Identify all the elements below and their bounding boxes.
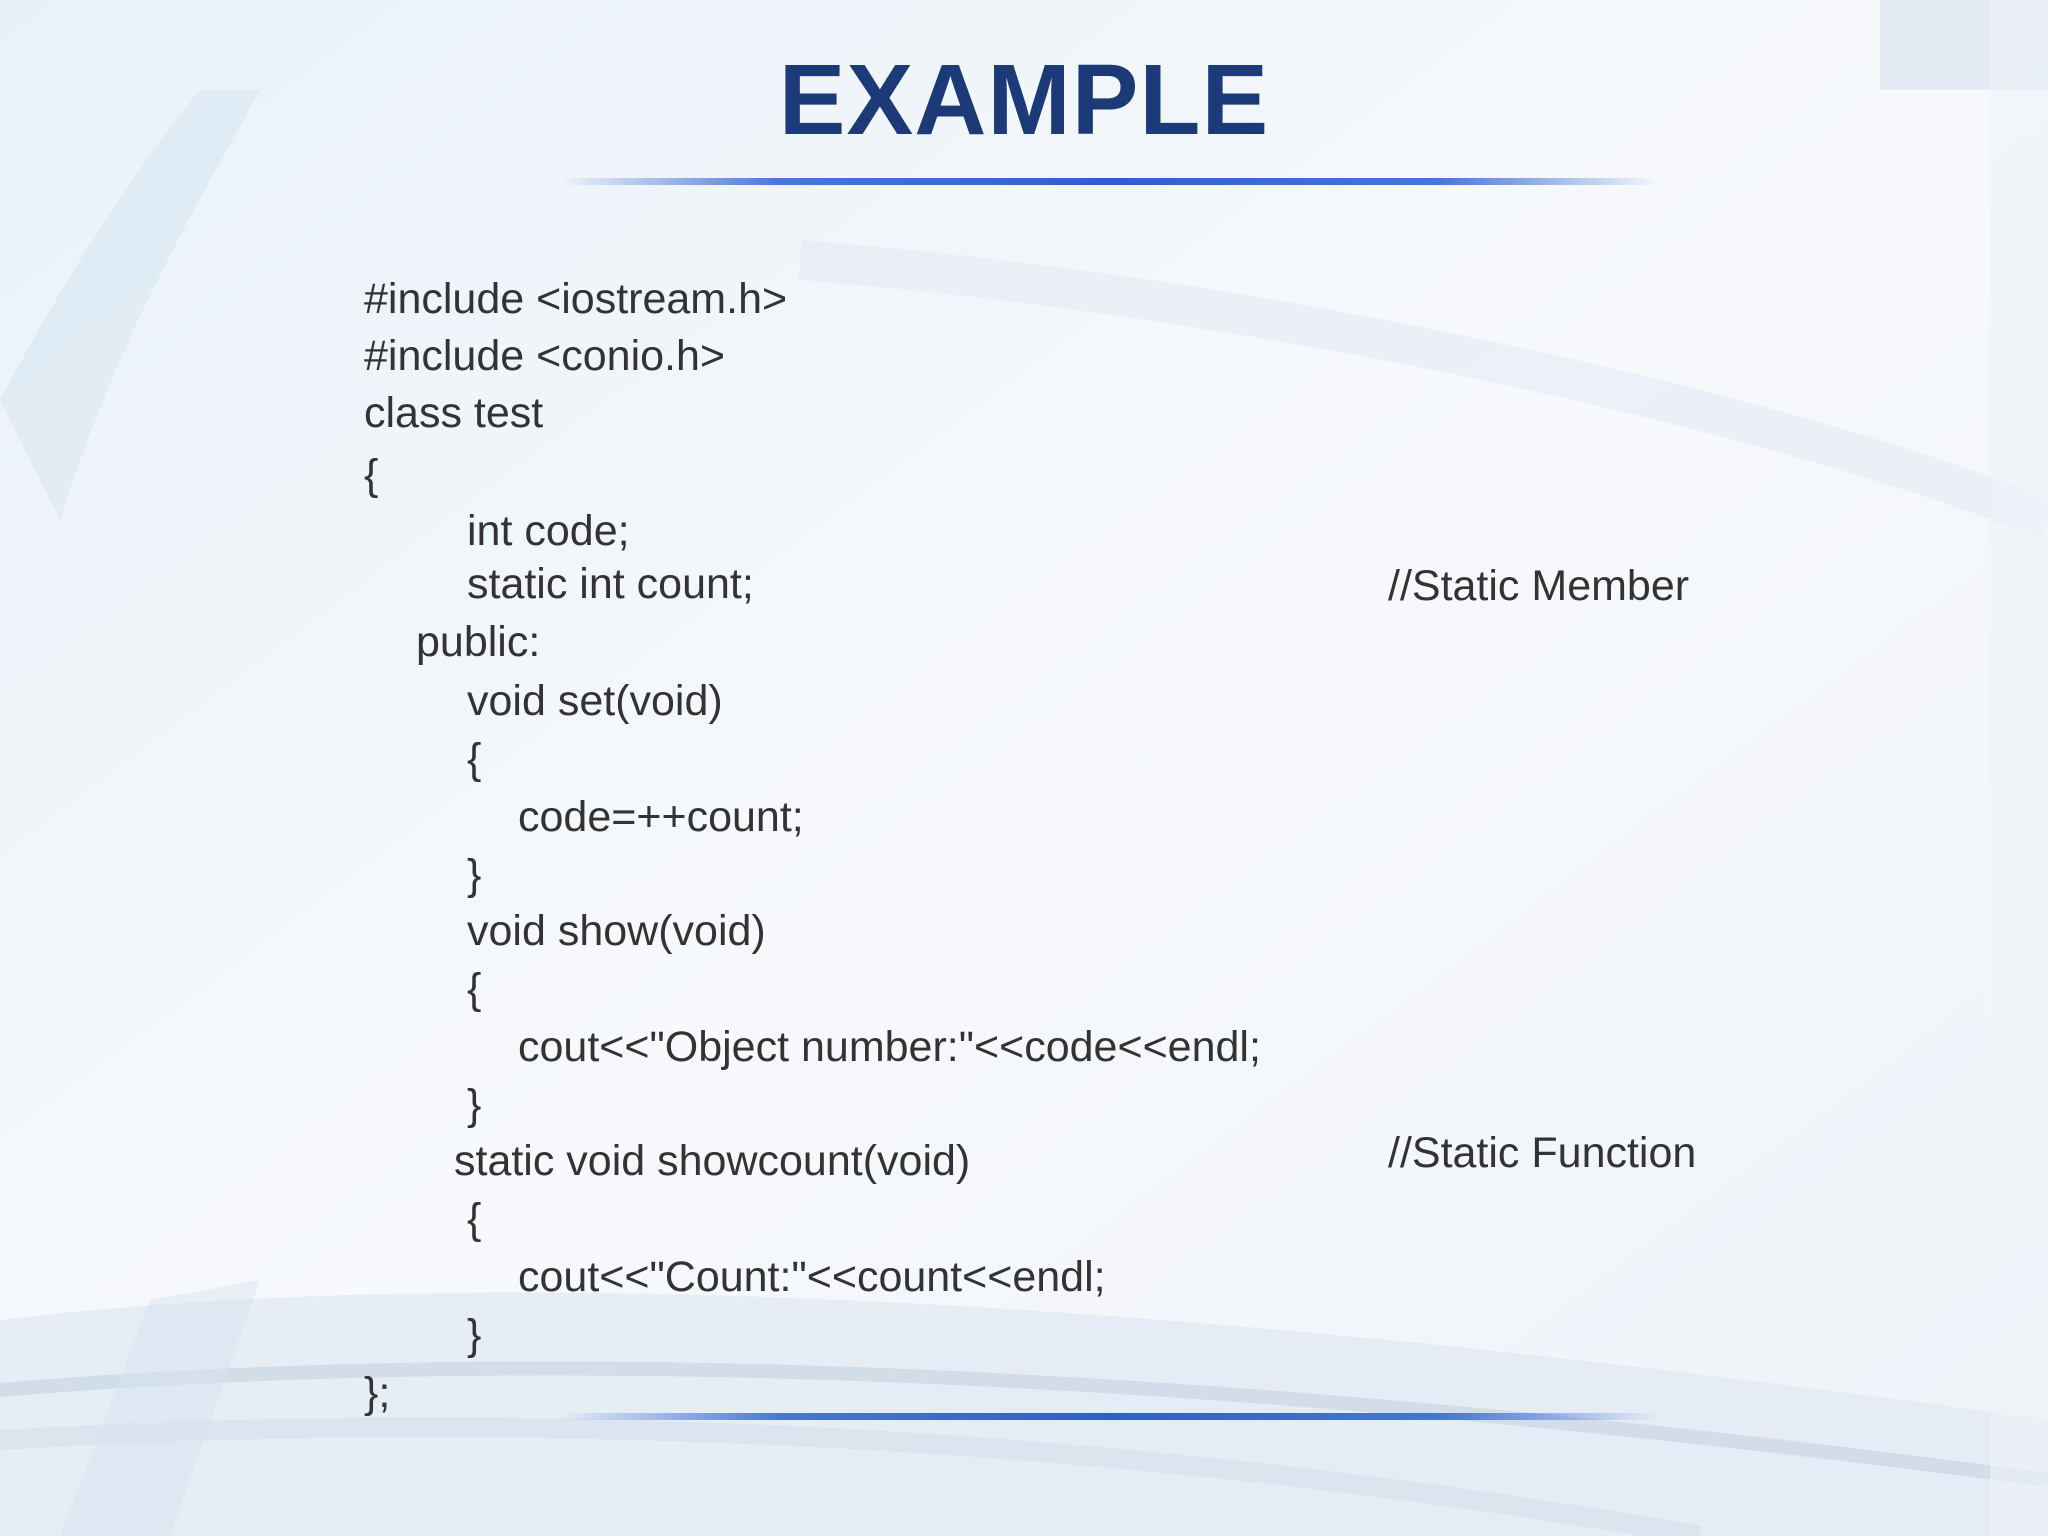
code-line-static-void-showcount: static void showcount(void) [454, 1137, 971, 1185]
code-line-int-code: int code; [467, 507, 630, 555]
code-line-set-close-brace: } [467, 851, 482, 899]
code-line-showcount-open-brace: { [467, 1195, 482, 1243]
comment-static-member: //Static Member [1388, 562, 1690, 610]
comment-static-function: //Static Function [1388, 1129, 1697, 1177]
code-line-cout-object-number: cout<<"Object number:"<<code<<endl; [518, 1023, 1261, 1071]
code-line-show-open-brace: { [467, 965, 482, 1013]
code-line-code-increment: code=++count; [518, 793, 804, 841]
code-line-public: public: [416, 618, 541, 666]
code-line-class-open-brace: { [364, 451, 379, 499]
code-line-include-conio: #include <conio.h> [364, 332, 726, 380]
code-line-void-set: void set(void) [467, 677, 723, 725]
code-line-cout-count: cout<<"Count:"<<count<<endl; [518, 1253, 1106, 1301]
code-line-static-int-count: static int count; [467, 560, 754, 608]
code-line-class-declaration: class test [364, 389, 544, 437]
slide-title: EXAMPLE [778, 44, 1270, 156]
code-line-set-open-brace: { [467, 735, 482, 783]
code-line-show-close-brace: } [467, 1081, 482, 1129]
code-line-class-close: }; [364, 1369, 391, 1417]
code-line-showcount-close-brace: } [467, 1311, 482, 1359]
footer-rule [560, 1413, 1660, 1420]
code-line-void-show: void show(void) [467, 907, 766, 955]
title-underline-rule [560, 178, 1660, 185]
code-line-include-iostream: #include <iostream.h> [364, 275, 788, 323]
